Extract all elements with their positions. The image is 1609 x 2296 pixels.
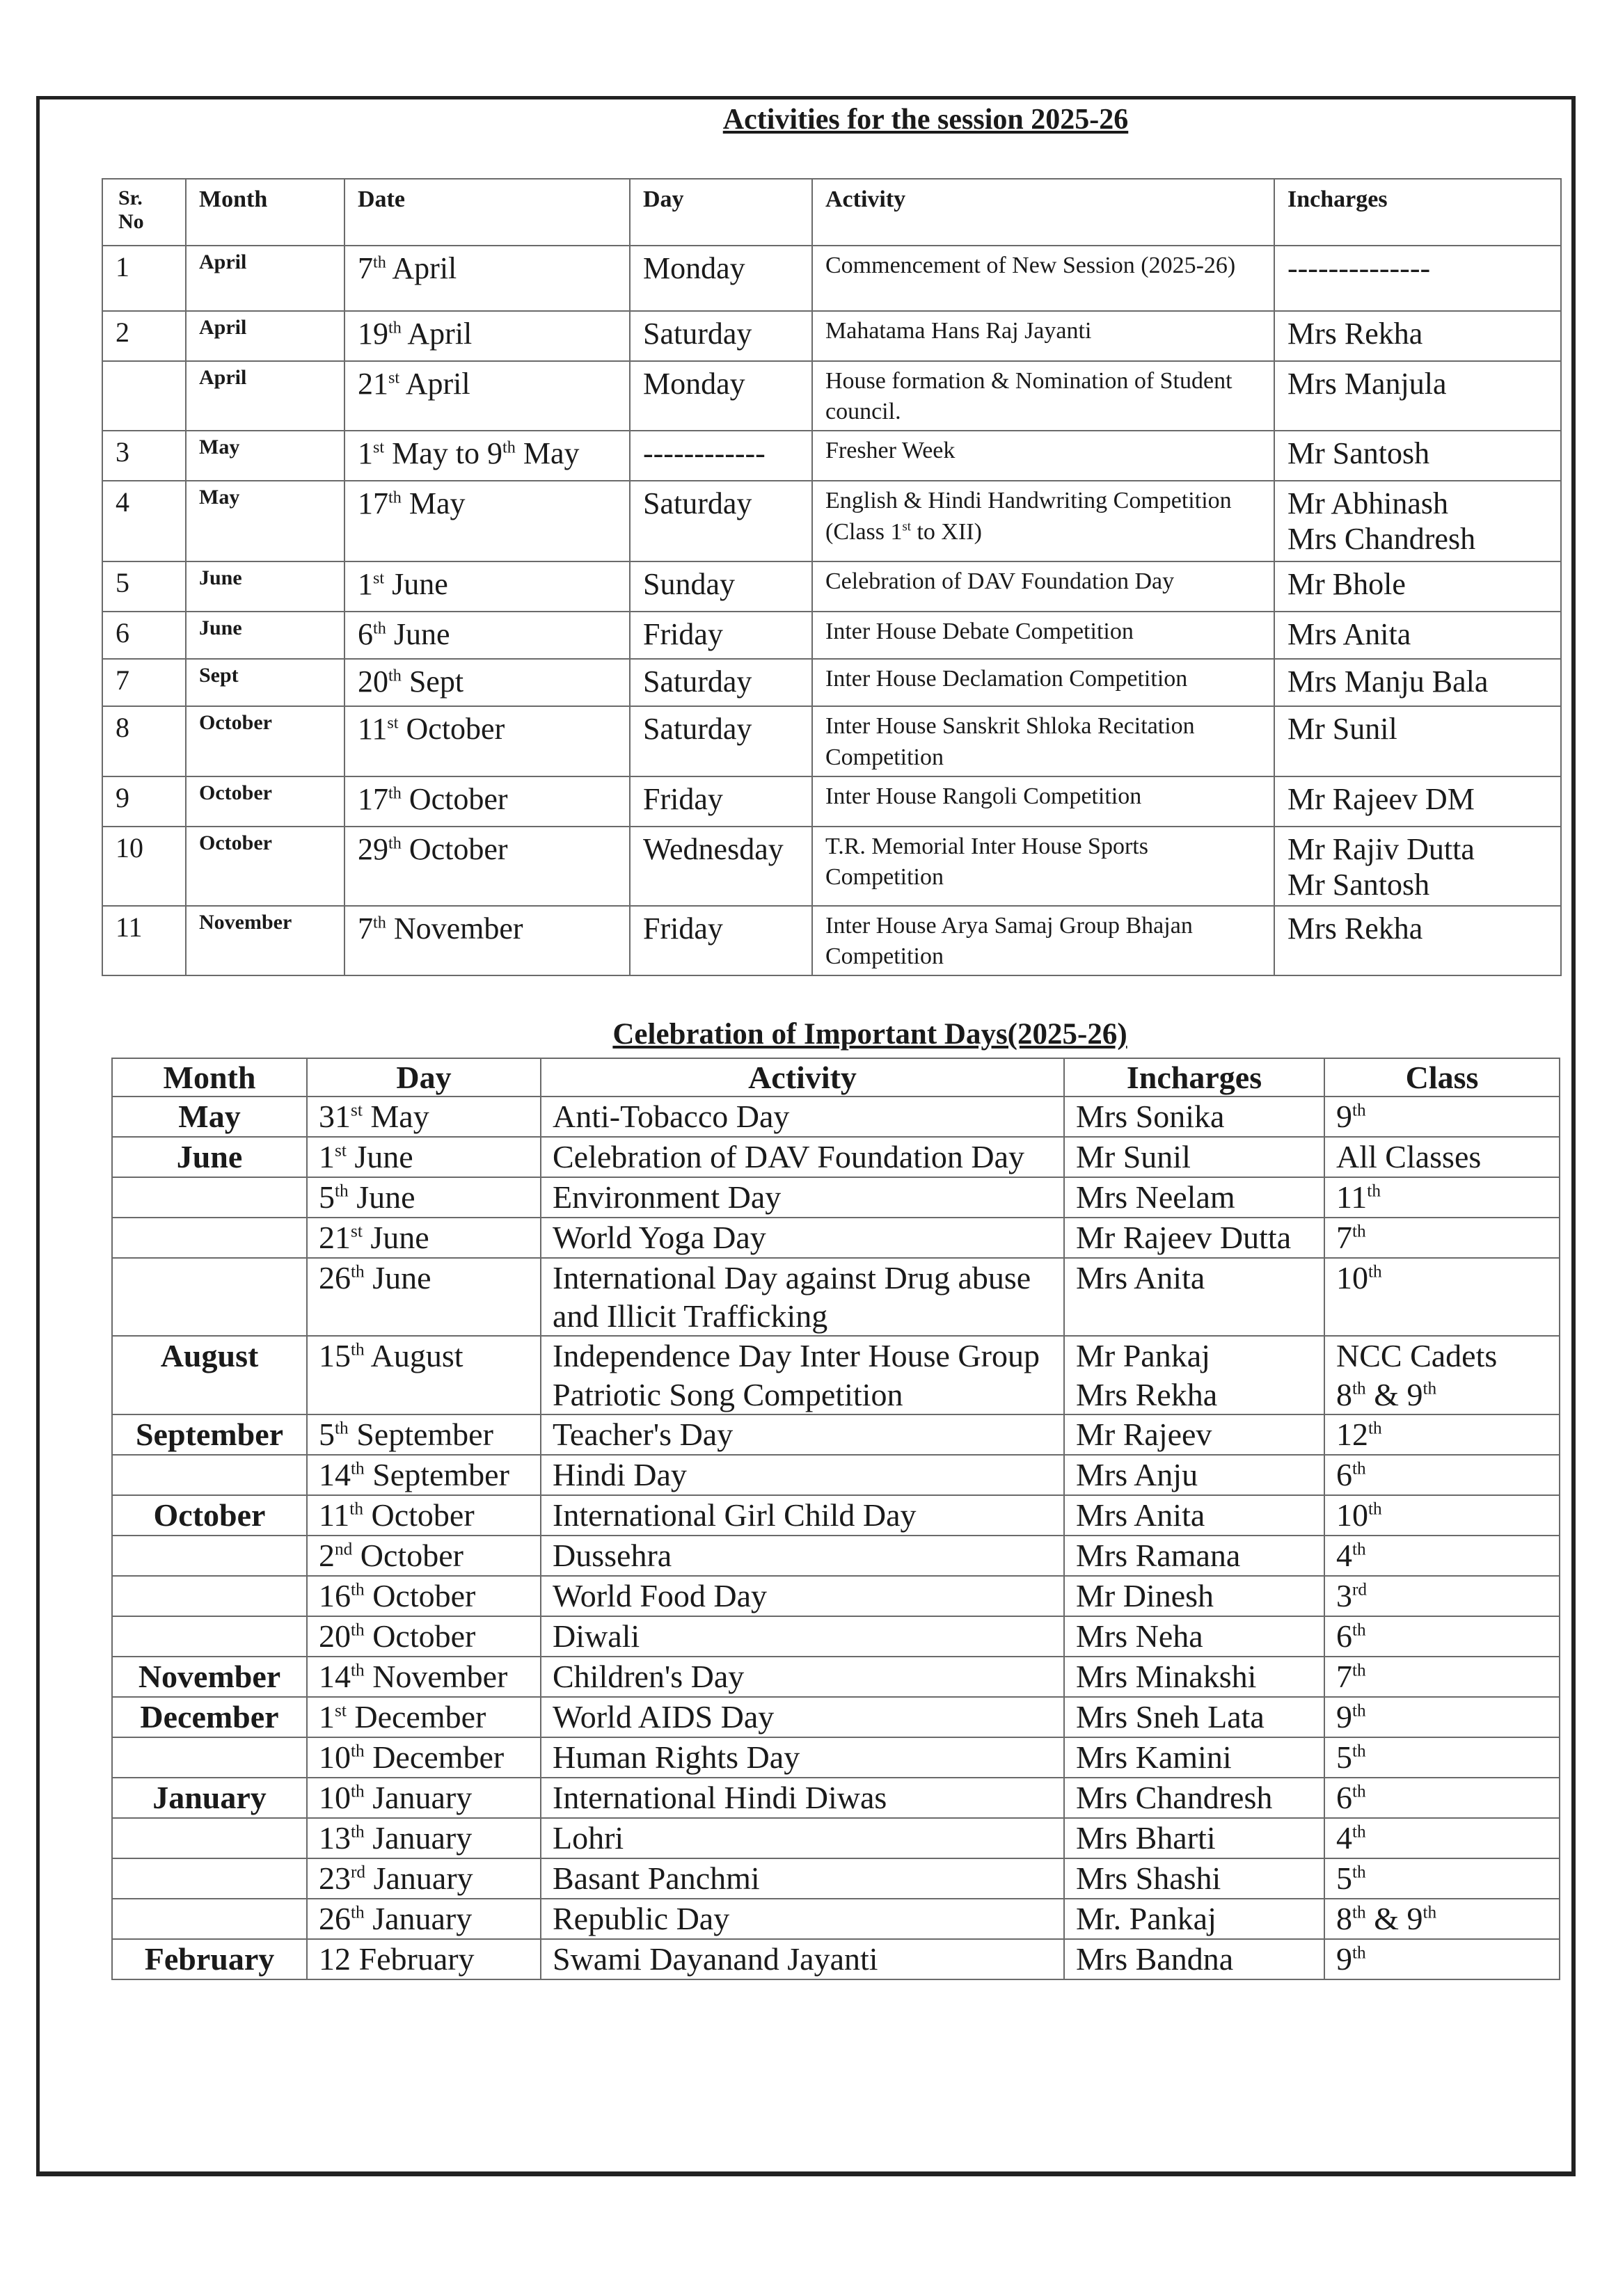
celebration-row [112,1899,1560,1939]
celebration-row-day: 2nd October [307,1536,541,1576]
celebration-row-activity: Hindi Day [541,1455,1064,1495]
activity-row [102,659,1561,706]
header-day: Day [630,179,812,246]
celebration-row-class: 5th [1324,1737,1560,1778]
celebration-row-incharges: Mrs Anju [1064,1455,1324,1495]
activity-row-incharges: Mrs Rekha [1274,906,1561,975]
header-date: Date [344,179,630,246]
activity-row-day: Wednesday [630,827,812,906]
activity-row-sr [102,361,186,431]
celebrations-table [111,1058,1560,1980]
celebration-row-activity: Children's Day [541,1657,1064,1697]
celebration-row [112,1576,1560,1616]
celebration-row-class: 4th [1324,1536,1560,1576]
celebration-row-month [112,1258,307,1336]
celebration-row-day: 10th January [307,1778,541,1818]
activity-row [102,561,1561,612]
activity-row-date: 1st May to 9th May [344,431,630,481]
celebration-row-incharges: Mr Pankaj Mrs Rekha [1064,1336,1324,1414]
activity-row [102,706,1561,776]
celebration-row-month: October [112,1495,307,1536]
activity-row-date: 21st April [344,361,630,431]
celebration-row-class: 11th [1324,1177,1560,1218]
activity-row-sr: 10 [102,827,186,906]
celebration-row [112,1336,1560,1414]
header-class: Class [1324,1058,1560,1097]
activity-row-month: October [186,706,344,776]
header-incharges: Incharges [1064,1058,1324,1097]
celebration-row-day: 14th September [307,1455,541,1495]
celebration-row-incharges: Mr Rajeev [1064,1414,1324,1455]
activity-row-date: 1st June [344,561,630,612]
celebration-row-month [112,1455,307,1495]
celebration-row-class: NCC Cadets 8th & 9th [1324,1336,1560,1414]
activity-row [102,481,1561,561]
activity-row [102,776,1561,827]
activity-row-day: Saturday [630,659,812,706]
celebration-row-activity: Swami Dayanand Jayanti [541,1939,1064,1979]
celebration-row-day: 14th November [307,1657,541,1697]
activity-row-activity: Inter House Sanskrit Shloka Recitation Competition [812,706,1274,776]
activity-row [102,612,1561,659]
activity-row-day: Friday [630,776,812,827]
activity-row-incharges: Mrs Manjula [1274,361,1561,431]
header-month: Month [112,1058,307,1097]
celebration-row-class: 8th & 9th [1324,1899,1560,1939]
celebration-row-activity: World Yoga Day [541,1218,1064,1258]
celebration-row-month: November [112,1657,307,1697]
celebration-row-activity: Environment Day [541,1177,1064,1218]
activity-row-activity: Fresher Week [812,431,1274,481]
celebration-row-month [112,1576,307,1616]
activity-row-sr: 1 [102,246,186,311]
celebration-row-class: 12th [1324,1414,1560,1455]
activity-row-sr: 9 [102,776,186,827]
header-sr-no: Sr. No [102,179,186,246]
celebration-row-day: 12 February [307,1939,541,1979]
celebration-row-day: 31st May [307,1097,541,1137]
celebration-row-month [112,1737,307,1778]
activity-row-sr: 4 [102,481,186,561]
celebration-row-class: 3rd [1324,1576,1560,1616]
celebration-row-class: All Classes [1324,1137,1560,1177]
activity-row-day: Monday [630,361,812,431]
celebration-row [112,1778,1560,1818]
celebration-row-activity: International Hindi Diwas [541,1778,1064,1818]
activity-row-activity: House formation & Nomination of Student council. [812,361,1274,431]
celebration-row-day: 26th January [307,1899,541,1939]
celebration-row-incharges: Mr. Pankaj [1064,1899,1324,1939]
activity-row-sr: 5 [102,561,186,612]
celebration-row [112,1414,1560,1455]
activity-row-month: November [186,906,344,975]
activity-row-sr: 2 [102,311,186,361]
activity-row [102,361,1561,431]
activity-row-incharges: Mr Abhinash Mrs Chandresh [1274,481,1561,561]
celebration-row-month: February [112,1939,307,1979]
header-activity: Activity [812,179,1274,246]
celebration-row-month [112,1536,307,1576]
activity-row-month: Sept [186,659,344,706]
celebration-row-activity: Celebration of DAV Foundation Day [541,1137,1064,1177]
activity-row-incharges: Mr Rajiv Dutta Mr Santosh [1274,827,1561,906]
celebration-row-incharges: Mr Sunil [1064,1137,1324,1177]
activity-row-day: Monday [630,246,812,311]
activity-row [102,246,1561,311]
celebration-row-month [112,1218,307,1258]
activity-row-activity: Inter House Debate Competition [812,612,1274,659]
celebration-row-month: June [112,1137,307,1177]
celebration-row [112,1097,1560,1137]
celebration-row-day: 20th October [307,1616,541,1657]
activity-row-month: April [186,361,344,431]
activity-row-incharges: Mr Bhole [1274,561,1561,612]
celebration-row-activity: World AIDS Day [541,1697,1064,1737]
activity-row-activity: Inter House Arya Samaj Group Bhajan Competition [812,906,1274,975]
celebration-row-activity: Lohri [541,1818,1064,1858]
activity-row-incharges: Mrs Rekha [1274,311,1561,361]
celebration-row [112,1616,1560,1657]
celebration-row-incharges: Mr Rajeev Dutta [1064,1218,1324,1258]
celebration-row-day: 13th January [307,1818,541,1858]
celebration-row-month [112,1616,307,1657]
celebration-row-class: 7th [1324,1218,1560,1258]
celebrations-header-row [112,1058,1560,1097]
celebration-row [112,1495,1560,1536]
celebration-row-activity: International Day against Drug abuse and Illicit Trafficking [541,1258,1064,1336]
celebration-row-class: 5th [1324,1858,1560,1899]
activity-row-date: 17th October [344,776,630,827]
celebration-row [112,1697,1560,1737]
celebration-row [112,1218,1560,1258]
celebration-row-day: 1st December [307,1697,541,1737]
celebration-row-day: 23rd January [307,1858,541,1899]
celebration-row-incharges: Mrs Bharti [1064,1818,1324,1858]
celebration-row-class: 10th [1324,1495,1560,1536]
celebration-row-activity: International Girl Child Day [541,1495,1064,1536]
celebration-row-class: 6th [1324,1778,1560,1818]
celebrations-title: Celebration of Important Days(2025-26) [612,1018,1127,1051]
activity-row [102,827,1561,906]
activities-table [102,178,1562,976]
celebration-row-incharges: Mrs Bandna [1064,1939,1324,1979]
celebration-row-day: 16th October [307,1576,541,1616]
celebration-row-day: 11th October [307,1495,541,1536]
header-activity: Activity [541,1058,1064,1097]
celebration-row-incharges: Mrs Ramana [1064,1536,1324,1576]
celebration-row-day: 15th August [307,1336,541,1414]
celebration-row [112,1455,1560,1495]
activity-row-activity: Inter House Rangoli Competition [812,776,1274,827]
activity-row-day: ------------ [630,431,812,481]
activity-row-sr: 3 [102,431,186,481]
activity-row-day: Friday [630,612,812,659]
header-incharges: Incharges [1274,179,1561,246]
activity-row-month: April [186,246,344,311]
activity-row [102,906,1561,975]
activity-row-incharges: Mrs Anita [1274,612,1561,659]
celebration-row-class: 4th [1324,1818,1560,1858]
activity-row-incharges: Mr Santosh [1274,431,1561,481]
activity-row-date: 29th October [344,827,630,906]
activity-row-month: October [186,827,344,906]
activity-row-activity: Commencement of New Session (2025-26) [812,246,1274,311]
celebration-row-month: August [112,1336,307,1414]
celebration-row-month: September [112,1414,307,1455]
celebration-row-incharges: Mrs Kamini [1064,1737,1324,1778]
celebration-row-activity: World Food Day [541,1576,1064,1616]
celebration-row-day: 1st June [307,1137,541,1177]
celebration-row-class: 9th [1324,1097,1560,1137]
celebration-row [112,1657,1560,1697]
activity-row-activity: Mahatama Hans Raj Jayanti [812,311,1274,361]
activity-row-day: Saturday [630,481,812,561]
celebration-row-incharges: Mrs Shashi [1064,1858,1324,1899]
celebration-row-activity: Independence Day Inter House Group Patriotic Song Competition [541,1336,1064,1414]
celebration-row [112,1818,1560,1858]
activity-row-incharges: Mr Sunil [1274,706,1561,776]
celebration-row-activity: Republic Day [541,1899,1064,1939]
activity-row-sr: 6 [102,612,186,659]
celebration-row-incharges: Mrs Neelam [1064,1177,1324,1218]
activity-row-day: Friday [630,906,812,975]
celebration-row-class: 9th [1324,1939,1560,1979]
celebration-row-incharges: Mr Dinesh [1064,1576,1324,1616]
activity-row-month: June [186,561,344,612]
celebration-row-day: 10th December [307,1737,541,1778]
activity-row-month: May [186,481,344,561]
header-month: Month [186,179,344,246]
celebration-row-class: 9th [1324,1697,1560,1737]
celebration-row [112,1137,1560,1177]
celebration-row-day: 5th September [307,1414,541,1455]
celebration-row-incharges: Mrs Minakshi [1064,1657,1324,1697]
activity-row-date: 17th May [344,481,630,561]
activity-row-incharges: Mr Rajeev DM [1274,776,1561,827]
activity-row-activity: English & Hindi Handwriting Competition (Class 1st to XII) [812,481,1274,561]
celebration-row-class: 6th [1324,1455,1560,1495]
celebration-row-month [112,1177,307,1218]
activity-row-day: Saturday [630,706,812,776]
activities-title: Activities for the session 2025-26 [722,104,1129,136]
activity-row-date: 7th November [344,906,630,975]
activity-row-incharges: -------------- [1274,246,1561,311]
activity-row-date: 7th April [344,246,630,311]
celebration-row [112,1536,1560,1576]
celebration-row [112,1258,1560,1336]
activity-row-month: April [186,311,344,361]
activity-row-month: June [186,612,344,659]
celebration-row-activity: Anti-Tobacco Day [541,1097,1064,1137]
celebration-row-incharges: Mrs Chandresh [1064,1778,1324,1818]
activity-row-date: 20th Sept [344,659,630,706]
celebration-row-incharges: Mrs Anita [1064,1495,1324,1536]
celebration-row-month [112,1818,307,1858]
celebration-row-month: May [112,1097,307,1137]
celebration-row-day: 5th June [307,1177,541,1218]
activity-row-sr: 7 [102,659,186,706]
celebration-row-incharges: Mrs Anita [1064,1258,1324,1336]
celebration-row [112,1939,1560,1979]
celebration-row-activity: Human Rights Day [541,1737,1064,1778]
activity-row-activity: T.R. Memorial Inter House Sports Competition [812,827,1274,906]
celebration-row-activity: Teacher's Day [541,1414,1064,1455]
celebration-row [112,1177,1560,1218]
celebration-row-month [112,1858,307,1899]
activity-row-month: May [186,431,344,481]
activity-row [102,311,1561,361]
activity-row-activity: Celebration of DAV Foundation Day [812,561,1274,612]
activity-row-month: October [186,776,344,827]
activity-row-day: Saturday [630,311,812,361]
activity-row-date: 6th June [344,612,630,659]
celebration-row-activity: Basant Panchmi [541,1858,1064,1899]
activity-row-day: Sunday [630,561,812,612]
activity-row-incharges: Mrs Manju Bala [1274,659,1561,706]
celebration-row-month [112,1899,307,1939]
celebration-row-day: 21st June [307,1218,541,1258]
celebration-row-class: 10th [1324,1258,1560,1336]
celebration-row-day: 26th June [307,1258,541,1336]
activity-row-date: 11st October [344,706,630,776]
celebration-row [112,1858,1560,1899]
celebration-row-incharges: Mrs Sonika [1064,1097,1324,1137]
celebration-row-month: December [112,1697,307,1737]
celebration-row-activity: Dussehra [541,1536,1064,1576]
celebration-row [112,1737,1560,1778]
celebration-row-activity: Diwali [541,1616,1064,1657]
celebration-row-month: January [112,1778,307,1818]
celebration-row-incharges: Mrs Sneh Lata [1064,1697,1324,1737]
activity-row-sr: 11 [102,906,186,975]
activity-row-date: 19th April [344,311,630,361]
activity-row-activity: Inter House Declamation Competition [812,659,1274,706]
activity-row [102,431,1561,481]
activity-row-sr: 8 [102,706,186,776]
header-day: Day [307,1058,541,1097]
celebration-row-class: 7th [1324,1657,1560,1697]
celebration-row-incharges: Mrs Neha [1064,1616,1324,1657]
celebration-row-class: 6th [1324,1616,1560,1657]
activities-header-row [102,179,1561,246]
